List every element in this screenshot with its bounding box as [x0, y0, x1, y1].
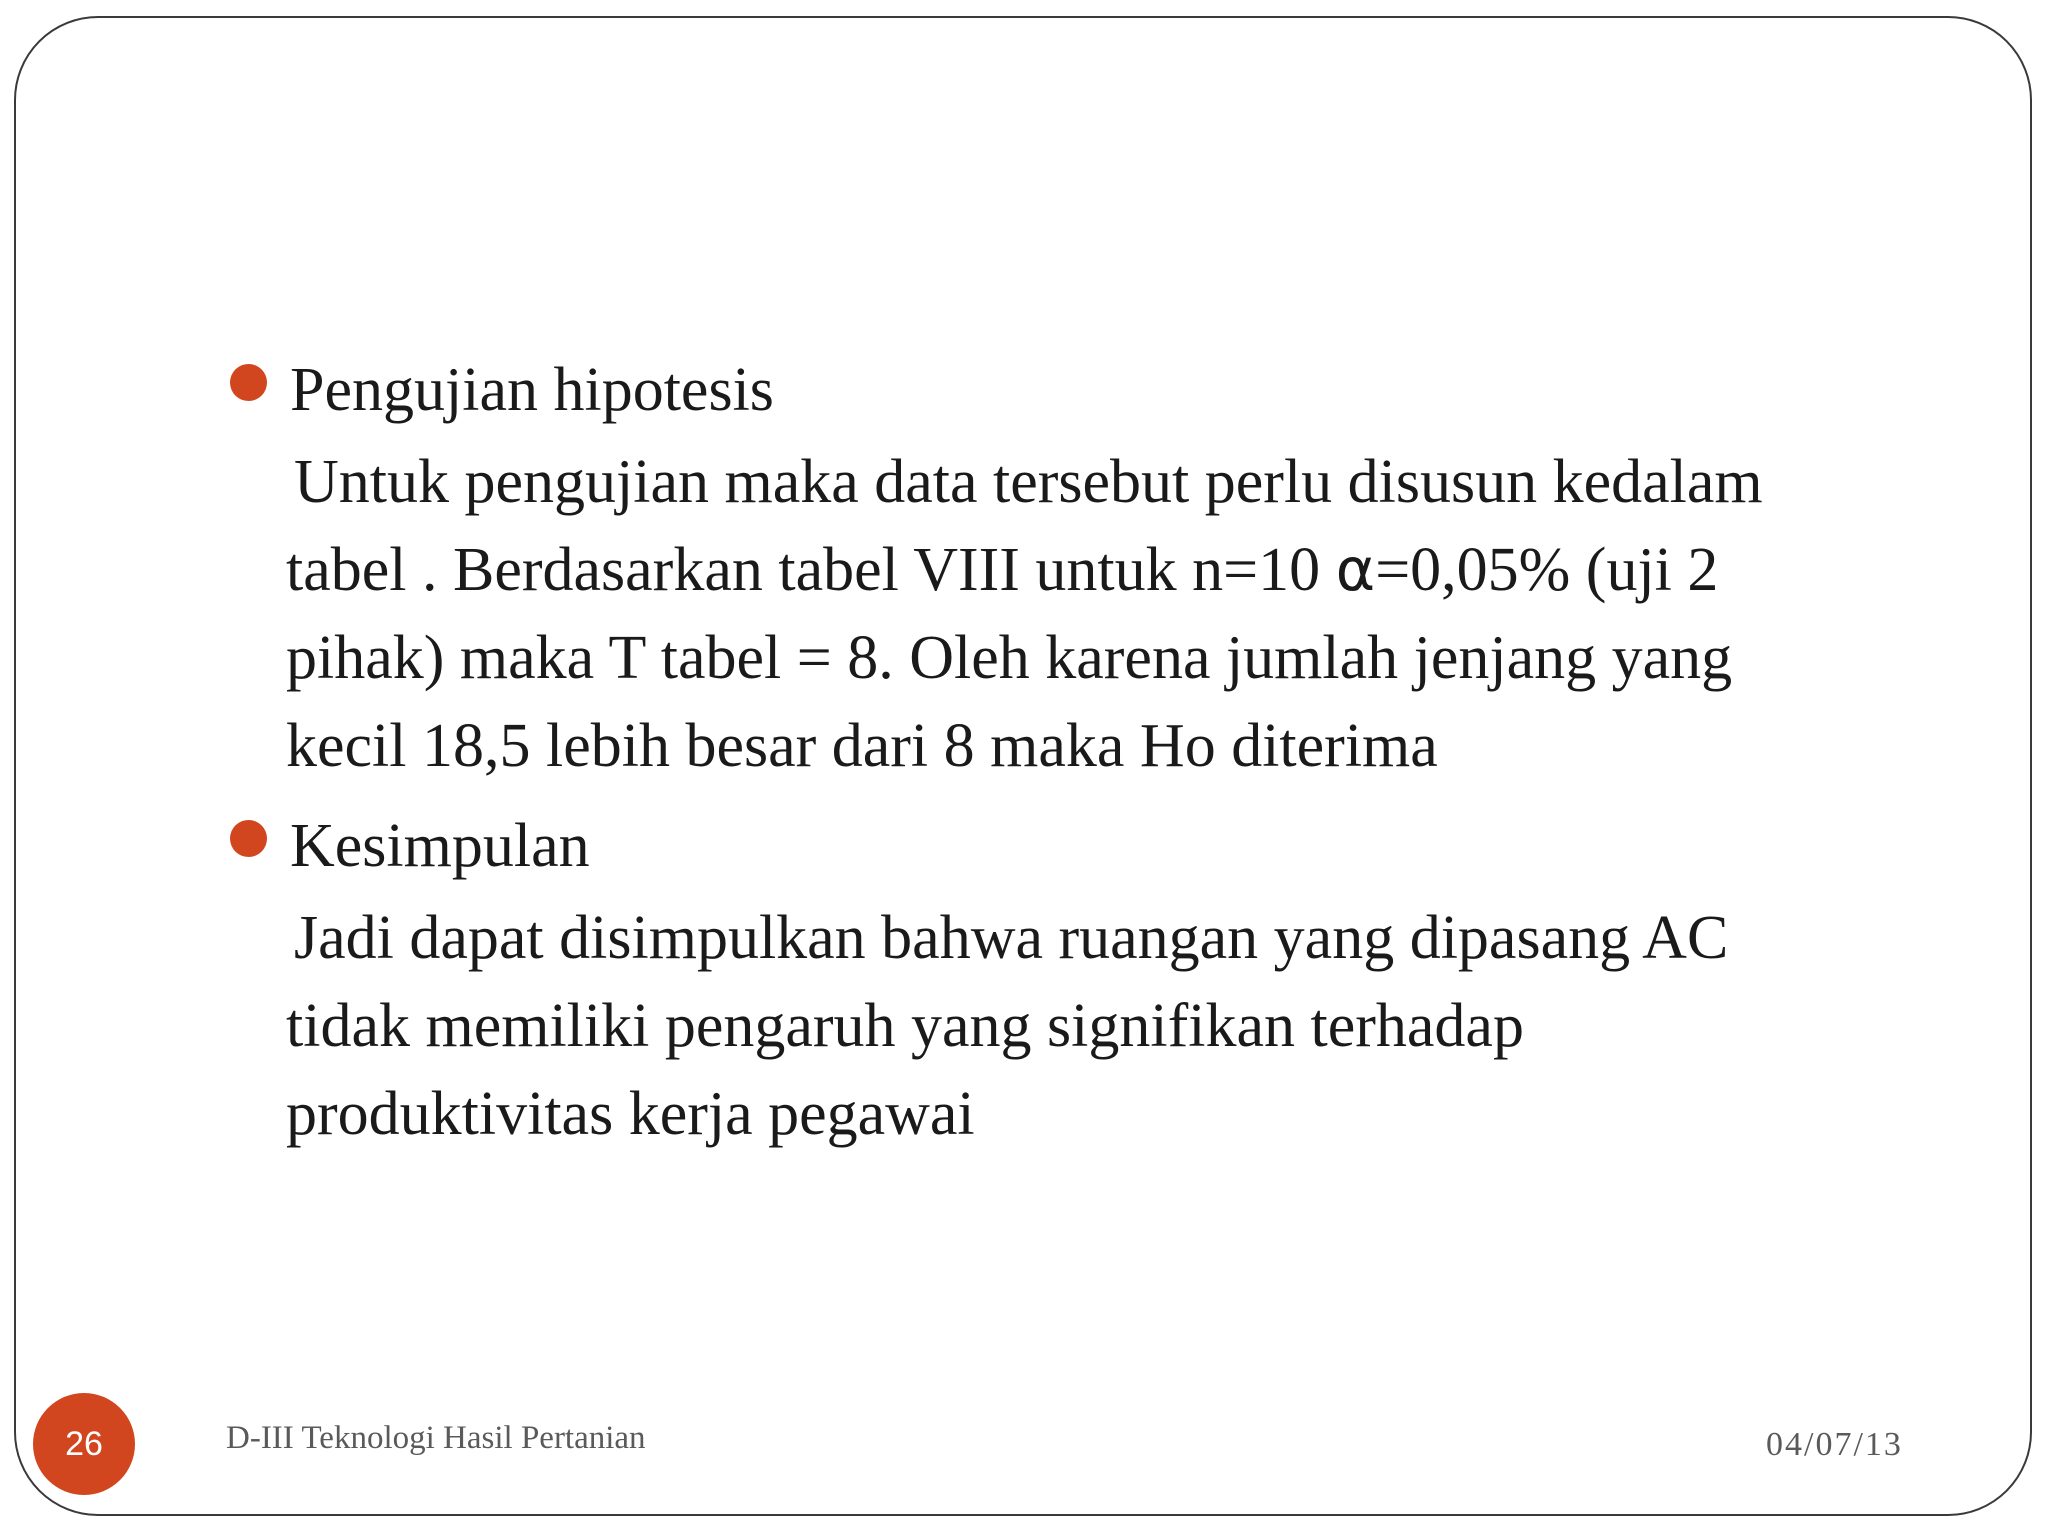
bullet-dot-icon	[230, 820, 267, 857]
bullet-dot-icon	[230, 364, 267, 401]
bullet-heading-conclusion: Kesimpulan	[290, 812, 590, 880]
paragraph-line: Untuk pengujian maka data tersebut perlu disusun kedalam	[294, 448, 1763, 516]
bullet-row-conclusion	[230, 808, 1930, 894]
paragraph-line: Jadi dapat disimpulkan bahwa ruangan yang dipasang AC	[294, 904, 1729, 972]
alpha-symbol: α	[1335, 535, 1376, 605]
paragraph-line-part: =0,05% (uji 2	[1375, 536, 1719, 604]
footer-department: D-III Teknologi Hasil Pertanian	[226, 1420, 646, 1456]
paragraph-line	[286, 526, 1926, 614]
conclusion-paragraph	[286, 894, 1926, 1158]
bullet-row-hypothesis	[230, 352, 1930, 438]
footer-date: 04/07/13	[1766, 1426, 1903, 1463]
paragraph-line: kecil 18,5 lebih besar dari 8 maka Ho diterima	[286, 712, 1438, 780]
bullet-heading-hypothesis: Pengujian hipotesis	[290, 356, 774, 424]
slide-content	[230, 352, 1930, 1176]
paragraph-line-part: tabel . Berdasarkan tabel VIII untuk n=10	[286, 536, 1336, 604]
slide-number-badge: 26	[33, 1393, 135, 1495]
paragraph-line: pihak) maka T tabel = 8. Oleh karena jumlah jenjang yang	[286, 624, 1733, 692]
bullet-block-hypothesis	[230, 352, 1930, 790]
hypothesis-paragraph	[286, 438, 1926, 790]
paragraph-line: tidak memiliki pengaruh yang signifikan terhadap	[286, 992, 1524, 1060]
paragraph-line: produktivitas kerja pegawai	[286, 1080, 975, 1148]
bullet-block-conclusion	[230, 808, 1930, 1158]
